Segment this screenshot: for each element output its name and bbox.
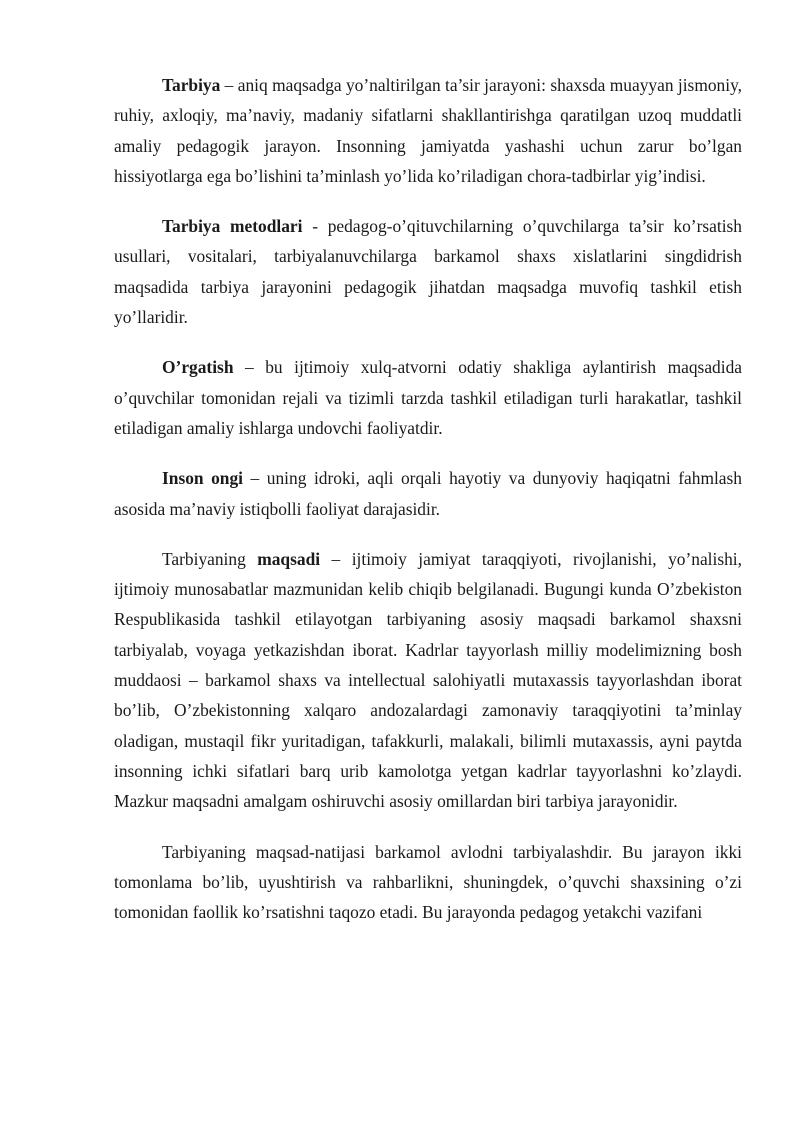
- paragraph-orgatish: [114, 352, 742, 443]
- definition-tarbiya: – aniq maqsadga yo’naltirilgan ta’sir jarayoni: shaxsda muayyan jismoniy, ruhiy, axloqiy, ma’naviy, madaniy sifatlarni shakllantirishga qaratilgan uzoq muddatli amaliy pedagogik jarayon. Insonning jamiyatda yashashi uchun zarur bo’lgan hissiyotlarga ega bo’lishini ta’minlash yo’lida ko’riladigan chora-tadbirlar yig’indisi.: [114, 75, 742, 186]
- term-tarbiya: Tarbiya: [162, 75, 221, 95]
- definition-maqsadi: – ijtimoiy jamiyat taraqqiyoti, rivojlanishi, yo’nalishi, ijtimoiy munosabatlar mazmunidan kelib chiqib belgilanadi. Bugungi kunda O’zbekiston Respublikasida tashkil etilayotgan tarbiyaning asosiy maqsadi barkamol shaxsni tarbiyalab, voyaga yetkazishdan iborat. Kadrlar tayyorlash milliy modelimizning bosh muddaosi – barkamol shaxs va intellectual salohiyatli mutaxassis tayyorlashdan iborat bo’lib, O’zbekistonning xalqaro andozalardagi zamonaviy taraqqiyotini ta’minlay oladigan, mustaqil fikr yuritadigan, tafakkurli, malakali, bilimli mutaxassis, ayni paytda insonning ichki sifatlari barq urib kamolotga yetgan kadrlar tayyorlashni ko’zlaydi. Mazkur maqsadni amalgam oshiruvchi asosiy omillardan biri tarbiya jarayonidir.: [114, 548, 742, 812]
- paragraph-maqsadi: [114, 544, 742, 817]
- definition-tarbiya-metodlari: - pedagog-o’qituvchilarning o’quvchilarga ta’sir ko’rsatish usullari, vositalari, tarbiyalanuvchilarga barkamol shaxs xislatlarini singdidrish maqsadida tarbiya jarayonini pedagogik jihatdan maqsadga muvofiq tashkil etish yo’llaridir.: [114, 216, 742, 328]
- definition-orgatish: – bu ijtimoiy xulq-atvorni odatiy shakliga aylantirish maqsadida o’quvchilar tomonidan rejali va tizimli tarzda tashkil etiladigan turli harakatlar, tashkil etiladigan amaliy ishlarga undovchi faoliyatdir.: [114, 357, 742, 438]
- document-page: [114, 70, 742, 947]
- term-orgatish: O’rgatish: [162, 357, 234, 378]
- paragraph-tarbiya: [114, 70, 742, 191]
- paragraph-maqsad-natijasi: [114, 837, 742, 928]
- paragraph-inson-ongi: [114, 463, 742, 524]
- term-inson-ongi: Inson ongi: [162, 468, 244, 489]
- term-tarbiya-metodlari: Tarbiya metodlari: [162, 216, 303, 237]
- prefix-maqsadi: Tarbiyaning: [162, 548, 258, 569]
- definition-inson-ongi: – uning idroki, aqli orqali hayotiy va dunyoviy haqiqatni fahmlash asosida ma’naviy istiqbolli faoliyat darajasidir.: [114, 468, 742, 519]
- term-maqsadi: maqsadi: [257, 548, 321, 569]
- paragraph-tarbiya-metodlari: [114, 211, 742, 332]
- text-maqsad-natijasi: Tarbiyaning maqsad-natijasi barkamol avlodni tarbiyalashdir. Bu jarayon ikki tomonlama bo’lib, uyushtirish va rahbarlikni, shuningdek, o’quvchi shaxsining o’zi tomonidan faollik ko’rsatishni taqozo etadi. Bu jarayonda pedagog yetakchi vazifani: [114, 841, 742, 923]
